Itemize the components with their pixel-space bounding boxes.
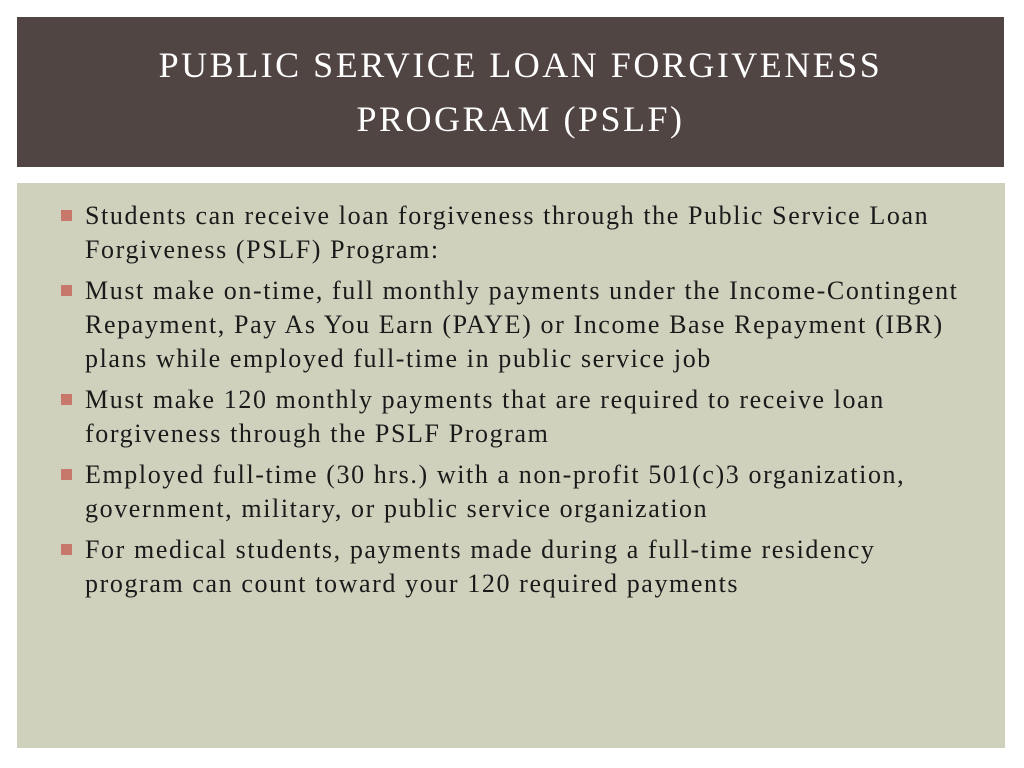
bullet-item [61, 383, 965, 451]
bullet-item [61, 199, 965, 267]
bullet-text: Students can receive loan forgiveness through the Public Service Loan Forgiveness (PSLF) Program: [85, 201, 930, 264]
square-bullet-icon [61, 285, 72, 296]
bullet-item [61, 274, 965, 376]
square-bullet-icon [61, 210, 72, 221]
slide-title: PUBLIC SERVICE LOAN FORGIVENESS PROGRAM (PSLF) [158, 45, 883, 139]
bullet-item [61, 533, 965, 601]
title-bar [17, 17, 1004, 167]
bullet-item [61, 458, 965, 526]
bullet-text: Must make on-time, full monthly payments under the Income-Contingent Repayment, Pay As You Earn (PAYE) or Income Base Repayment (IBR) plans while employed full-time in public service job [85, 276, 959, 373]
square-bullet-icon [61, 544, 72, 555]
bullet-text: For medical students, payments made during a full-time residency program can count toward your 120 required payments [85, 535, 876, 598]
content-panel [17, 183, 1005, 748]
bullet-text: Must make 120 monthly payments that are required to receive loan forgiveness through the PSLF Program [85, 385, 885, 448]
bullet-text: Employed full-time (30 hrs.) with a non-profit 501(c)3 organization, government, military, or public service organization [85, 460, 906, 523]
square-bullet-icon [61, 469, 72, 480]
square-bullet-icon [61, 394, 72, 405]
bullet-list [61, 199, 965, 601]
